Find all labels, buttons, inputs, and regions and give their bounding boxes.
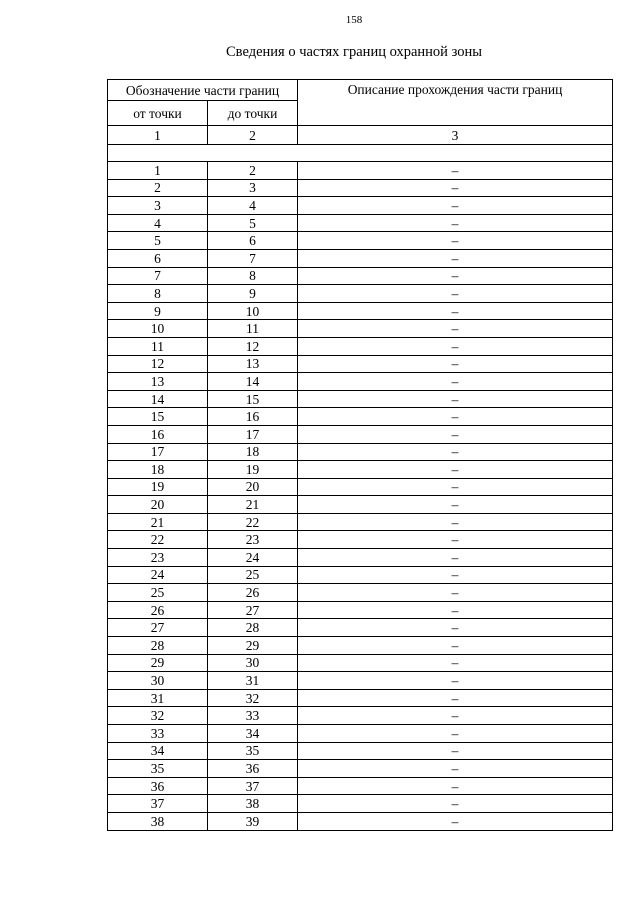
- table-row: [108, 566, 613, 584]
- table-row: [108, 637, 613, 655]
- table-row: [108, 337, 613, 355]
- to-point-cell: 27: [208, 601, 298, 619]
- to-point-cell: 8: [208, 267, 298, 285]
- to-point-cell: 18: [208, 443, 298, 461]
- from-point-cell: 18: [108, 461, 208, 479]
- description-cell: –: [298, 179, 613, 197]
- table-row: [108, 408, 613, 426]
- table-row: [108, 232, 613, 250]
- to-point-cell: 7: [208, 249, 298, 267]
- description-cell: –: [298, 337, 613, 355]
- from-point-cell: 2: [108, 179, 208, 197]
- from-point-cell: 26: [108, 601, 208, 619]
- description-cell: –: [298, 777, 613, 795]
- to-point-cell: 34: [208, 725, 298, 743]
- header-boundary-designation: Обозначение части границ: [108, 80, 298, 101]
- to-point-cell: 29: [208, 637, 298, 655]
- description-cell: –: [298, 742, 613, 760]
- from-point-cell: 24: [108, 566, 208, 584]
- from-point-cell: 21: [108, 513, 208, 531]
- to-point-cell: 30: [208, 654, 298, 672]
- description-cell: –: [298, 162, 613, 180]
- description-cell: –: [298, 513, 613, 531]
- from-point-cell: 7: [108, 267, 208, 285]
- to-point-cell: 23: [208, 531, 298, 549]
- from-point-cell: 9: [108, 302, 208, 320]
- to-point-cell: 39: [208, 812, 298, 830]
- to-point-cell: 25: [208, 566, 298, 584]
- from-point-cell: 6: [108, 249, 208, 267]
- empty-cell: [108, 145, 613, 162]
- description-cell: –: [298, 760, 613, 778]
- to-point-cell: 2: [208, 162, 298, 180]
- description-cell: –: [298, 249, 613, 267]
- from-point-cell: 29: [108, 654, 208, 672]
- description-cell: –: [298, 302, 613, 320]
- table-row: [108, 707, 613, 725]
- from-point-cell: 30: [108, 672, 208, 690]
- description-cell: –: [298, 654, 613, 672]
- description-cell: –: [298, 566, 613, 584]
- to-point-cell: 19: [208, 461, 298, 479]
- to-point-cell: 33: [208, 707, 298, 725]
- table-row: [108, 267, 613, 285]
- to-point-cell: 26: [208, 584, 298, 602]
- from-point-cell: 19: [108, 478, 208, 496]
- header-to-point: до точки: [208, 101, 298, 126]
- table-row: [108, 478, 613, 496]
- from-point-cell: 17: [108, 443, 208, 461]
- to-point-cell: 9: [208, 285, 298, 303]
- description-cell: –: [298, 725, 613, 743]
- description-cell: –: [298, 390, 613, 408]
- description-cell: –: [298, 531, 613, 549]
- table-row: [108, 197, 613, 215]
- description-cell: –: [298, 478, 613, 496]
- description-cell: –: [298, 285, 613, 303]
- to-point-cell: 28: [208, 619, 298, 637]
- from-point-cell: 27: [108, 619, 208, 637]
- description-cell: –: [298, 461, 613, 479]
- description-cell: –: [298, 214, 613, 232]
- from-point-cell: 14: [108, 390, 208, 408]
- to-point-cell: 21: [208, 496, 298, 514]
- from-point-cell: 32: [108, 707, 208, 725]
- table-row: [108, 777, 613, 795]
- description-cell: –: [298, 584, 613, 602]
- description-cell: –: [298, 373, 613, 391]
- table-row: [108, 725, 613, 743]
- description-cell: –: [298, 197, 613, 215]
- table-row: [108, 795, 613, 813]
- description-cell: –: [298, 320, 613, 338]
- from-point-cell: 22: [108, 531, 208, 549]
- to-point-cell: 38: [208, 795, 298, 813]
- from-point-cell: 37: [108, 795, 208, 813]
- to-point-cell: 22: [208, 513, 298, 531]
- table-row: [108, 549, 613, 567]
- to-point-cell: 10: [208, 302, 298, 320]
- from-point-cell: 25: [108, 584, 208, 602]
- table-row: [108, 390, 613, 408]
- from-point-cell: 20: [108, 496, 208, 514]
- to-point-cell: 12: [208, 337, 298, 355]
- to-point-cell: 32: [208, 689, 298, 707]
- to-point-cell: 37: [208, 777, 298, 795]
- table-row: [108, 812, 613, 830]
- table-row: [108, 461, 613, 479]
- document-title: Сведения о частях границ охранной зоны: [226, 44, 482, 60]
- from-point-cell: 12: [108, 355, 208, 373]
- to-point-cell: 15: [208, 390, 298, 408]
- from-point-cell: 8: [108, 285, 208, 303]
- to-point-cell: 24: [208, 549, 298, 567]
- description-cell: –: [298, 672, 613, 690]
- description-cell: –: [298, 443, 613, 461]
- table-row: [108, 214, 613, 232]
- table-row: [108, 425, 613, 443]
- from-point-cell: 38: [108, 812, 208, 830]
- description-cell: –: [298, 267, 613, 285]
- to-point-cell: 17: [208, 425, 298, 443]
- description-cell: –: [298, 812, 613, 830]
- description-cell: –: [298, 408, 613, 426]
- to-point-cell: 20: [208, 478, 298, 496]
- from-point-cell: 31: [108, 689, 208, 707]
- table-row: [108, 689, 613, 707]
- to-point-cell: 36: [208, 760, 298, 778]
- table-body: [108, 162, 613, 831]
- empty-row: [108, 145, 613, 162]
- from-point-cell: 10: [108, 320, 208, 338]
- table-row: [108, 601, 613, 619]
- from-point-cell: 23: [108, 549, 208, 567]
- description-cell: –: [298, 425, 613, 443]
- column-number-3: 3: [298, 126, 613, 145]
- table-row: [108, 742, 613, 760]
- boundary-parts-table: [107, 79, 613, 831]
- from-point-cell: 5: [108, 232, 208, 250]
- to-point-cell: 13: [208, 355, 298, 373]
- table-row: [108, 672, 613, 690]
- from-point-cell: 36: [108, 777, 208, 795]
- from-point-cell: 34: [108, 742, 208, 760]
- description-cell: –: [298, 232, 613, 250]
- description-cell: –: [298, 601, 613, 619]
- to-point-cell: 11: [208, 320, 298, 338]
- to-point-cell: 4: [208, 197, 298, 215]
- description-cell: –: [298, 637, 613, 655]
- description-cell: –: [298, 707, 613, 725]
- table-row: [108, 619, 613, 637]
- table-row: [108, 320, 613, 338]
- table-row: [108, 302, 613, 320]
- from-point-cell: 28: [108, 637, 208, 655]
- description-cell: –: [298, 496, 613, 514]
- header-description: Описание прохождения части границ: [298, 80, 613, 126]
- column-number-1: 1: [108, 126, 208, 145]
- table-row: [108, 584, 613, 602]
- to-point-cell: 6: [208, 232, 298, 250]
- description-cell: –: [298, 689, 613, 707]
- to-point-cell: 3: [208, 179, 298, 197]
- table-row: [108, 513, 613, 531]
- page-number: 158: [345, 14, 363, 26]
- table-row: [108, 162, 613, 180]
- from-point-cell: 33: [108, 725, 208, 743]
- to-point-cell: 31: [208, 672, 298, 690]
- table-row: [108, 760, 613, 778]
- to-point-cell: 16: [208, 408, 298, 426]
- from-point-cell: 11: [108, 337, 208, 355]
- from-point-cell: 16: [108, 425, 208, 443]
- table-row: [108, 355, 613, 373]
- table-row: [108, 373, 613, 391]
- to-point-cell: 35: [208, 742, 298, 760]
- table-row: [108, 654, 613, 672]
- from-point-cell: 3: [108, 197, 208, 215]
- table-row: [108, 249, 613, 267]
- table-row: [108, 443, 613, 461]
- to-point-cell: 5: [208, 214, 298, 232]
- description-cell: –: [298, 619, 613, 637]
- table-row: [108, 285, 613, 303]
- to-point-cell: 14: [208, 373, 298, 391]
- column-number-2: 2: [208, 126, 298, 145]
- table-row: [108, 496, 613, 514]
- description-cell: –: [298, 795, 613, 813]
- from-point-cell: 15: [108, 408, 208, 426]
- description-cell: –: [298, 549, 613, 567]
- description-cell: –: [298, 355, 613, 373]
- from-point-cell: 35: [108, 760, 208, 778]
- table-row: [108, 531, 613, 549]
- from-point-cell: 1: [108, 162, 208, 180]
- table-row: [108, 179, 613, 197]
- header-from-point: от точки: [108, 101, 208, 126]
- from-point-cell: 13: [108, 373, 208, 391]
- from-point-cell: 4: [108, 214, 208, 232]
